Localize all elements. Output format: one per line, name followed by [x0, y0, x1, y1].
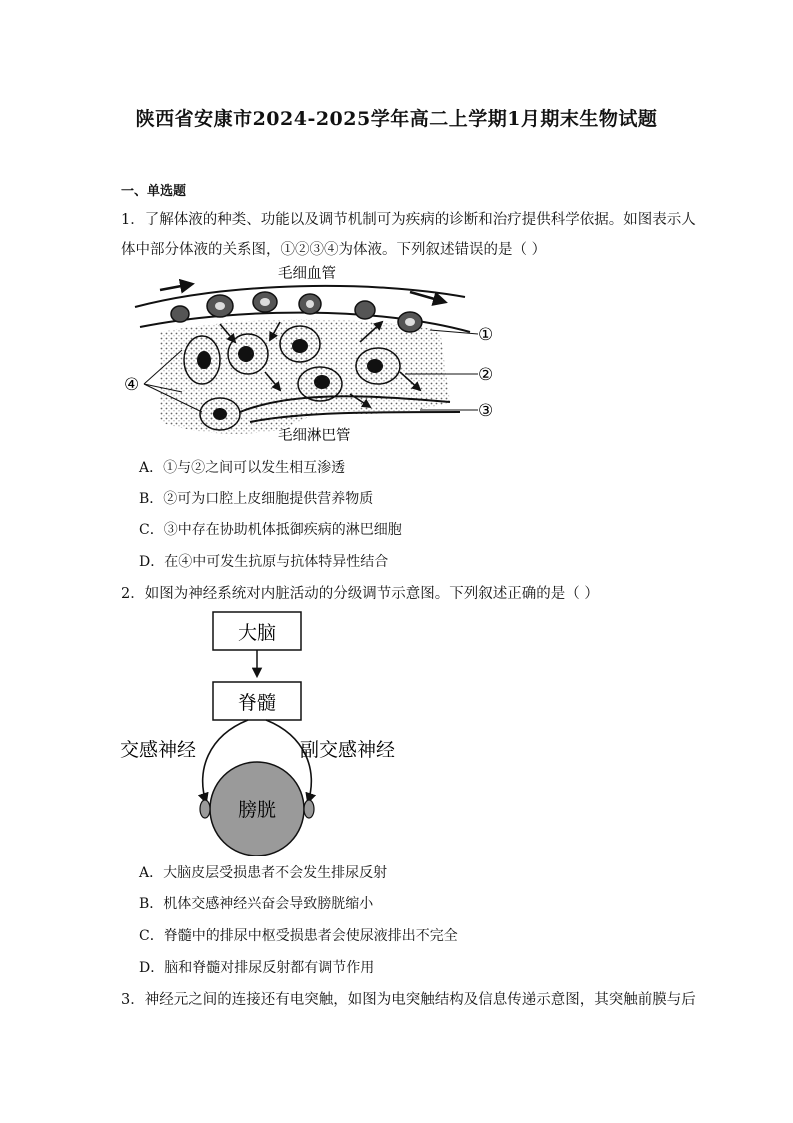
q2-option-a: A．大脑皮层受损患者不会发生排尿反射 [139, 865, 388, 881]
red-blood-cell [171, 306, 189, 322]
bladder-label: 膀胱 [237, 799, 277, 821]
capillary-label: 毛细血管 [278, 266, 336, 282]
q1-option-b: B．②可为口腔上皮细胞提供营养物质 [139, 491, 374, 507]
bladder-right-node [304, 800, 314, 818]
red-blood-cell [355, 301, 375, 319]
bladder-left-node [200, 800, 210, 818]
q1-option-c: C．③中存在协助机体抵御疾病的淋巴细胞 [139, 522, 402, 538]
marker-4: ④ [124, 375, 140, 395]
marker-3: ③ [478, 401, 494, 421]
sympathetic-label: 交感神经 [120, 739, 197, 761]
q1-body-fluid-figure [120, 262, 510, 444]
q2-option-b: B．机体交感神经兴奋会导致膀胱缩小 [139, 896, 374, 912]
q2-stem-line1: 2．如图为神经系统对内脏活动的分级调节示意图。下列叙述正确的是（ ） [121, 586, 599, 602]
lymph-label: 毛细淋巴管 [278, 428, 351, 444]
q1-option-d: D．在④中可发生抗原与抗体特异性结合 [139, 554, 389, 570]
parasympathetic-label: 副交感神经 [300, 739, 396, 761]
marker-1: ① [478, 325, 494, 345]
section-heading: 一、单选题 [121, 184, 187, 199]
brain-label: 大脑 [237, 622, 277, 644]
marker-2: ② [478, 365, 494, 385]
q2-option-c: C．脊髓中的排尿中枢受损患者会使尿液排出不完全 [139, 928, 458, 944]
q1-stem-line1: 1．了解体液的种类、功能以及调节机制可为疾病的诊断和治疗提供科学依据。如图表示人 [121, 212, 696, 228]
q1-option-a: A．①与②之间可以发生相互渗透 [139, 460, 346, 476]
q2-nervous-system-figure [118, 606, 418, 856]
spinal-label: 脊髓 [237, 692, 277, 714]
page-title: 陕西省安康市2024-2025学年高二上学期1月期末生物试题 [135, 108, 658, 130]
q2-option-d: D．脑和脊髓对排尿反射都有调节作用 [139, 960, 375, 976]
q1-stem-line2: 体中部分体液的关系图，①②③④为体液。下列叙述错误的是（ ） [121, 242, 547, 258]
q3-stem-line1: 3．神经元之间的连接还有电突触，如图为电突触结构及信息传递示意图，其突触前膜与后 [121, 992, 696, 1008]
